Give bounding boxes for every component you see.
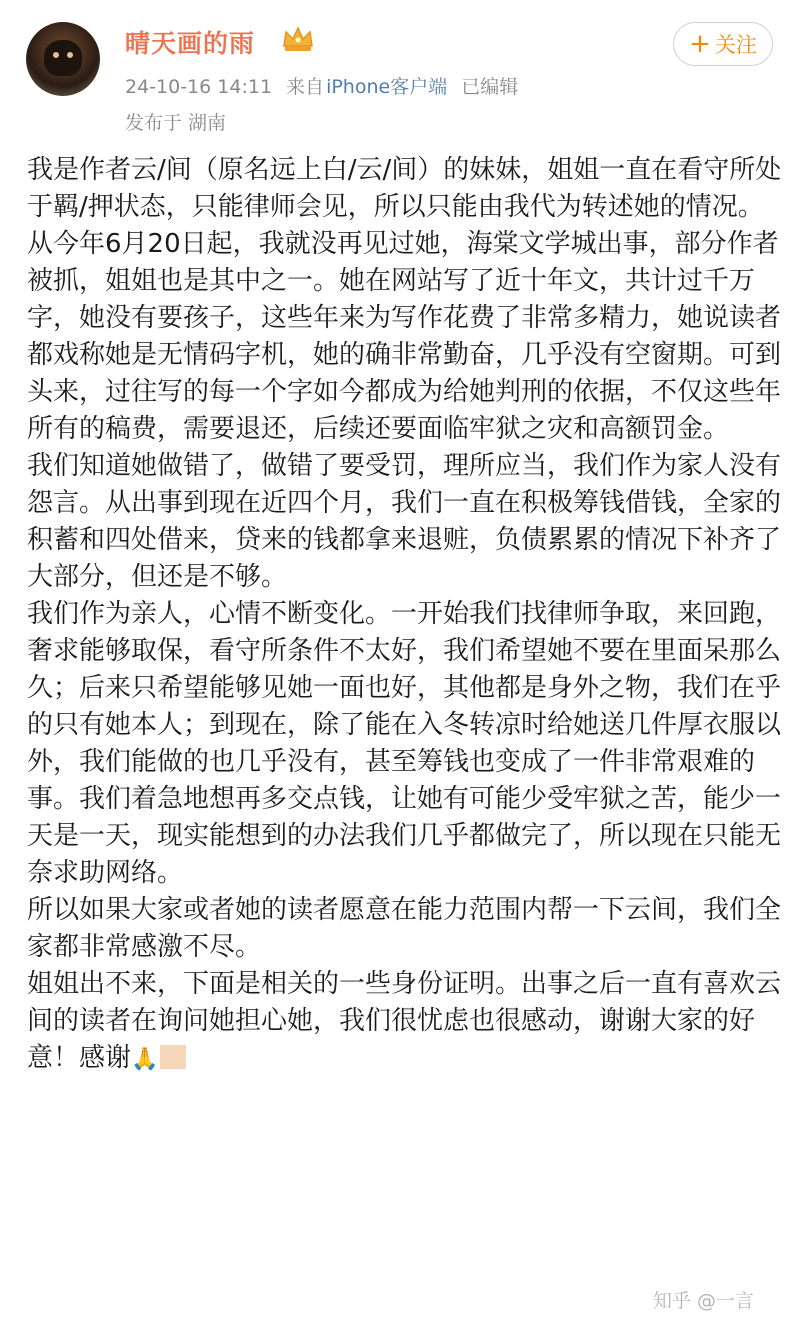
emoji-placeholder-icon [160, 1045, 186, 1069]
crown-badge-icon [280, 24, 316, 54]
plus-icon: + [689, 29, 711, 59]
paragraph-last [27, 966, 787, 1078]
source-prefix: 来自 [286, 76, 325, 98]
post-body [27, 152, 787, 1078]
paragraph: 所以如果大家或者她的读者愿意在能力范围内帮一下云间，我们全家都非常感激不尽。 [27, 895, 782, 962]
user-avatar[interactable] [26, 22, 100, 96]
paragraph: 我们作为亲人，心情不断变化。一开始我们找律师争取，来回跑，奢求能够取保，看守所条件不太好，我们希望她不要在里面呆那么久；后来只希望能够见她一面也好，其他都是身外之物，我们在乎的只有她本人；到现在，除了能在入冬转凉时给她送几件厚衣服以外，我们能做的也几乎没有，甚至筹钱也变成了一件非常艰难的事。我们着急地想再多交点钱，让她有可能少受牢狱之苦，能少一天是一天，现实能想到的办法我们几乎都做完了，所以现在只能无奈求助网络。 [27, 599, 782, 888]
paragraph: 我是作者云/间（原名远上白/云/间）的妹妹，姐姐一直在看守所处于羁/押状态，只能律师会见，所以只能由我代为转述她的情况。 [27, 155, 782, 222]
follow-button[interactable] [673, 22, 773, 66]
follow-label: 关注 [714, 33, 757, 57]
post-location: 发布于 湖南 [125, 112, 227, 134]
username[interactable]: 晴天画的雨 [125, 29, 256, 58]
praying-hands-icon: 🙏 [131, 1047, 159, 1072]
source-link[interactable]: iPhone客户端 [326, 76, 448, 98]
paragraph: 从今年6月20日起，我就没再见过她，海棠文学城出事，部分作者被抓，姐姐也是其中之一。她在网站写了近十年文，共计过千万字，她没有要孩子，这些年来为写作花费了非常多精力，她说读者都戏称她是无情码字机，她的确非常勤奋，几乎没有空窗期。可到头来，过往写的每一个字如今都成为给她判刑的依据，不仅这些年所有的稿费，需要退还，后续还要面临牢狱之灾和高额罚金。 [27, 229, 782, 444]
post-timestamp: 24-10-16 14:11 [125, 76, 273, 98]
zhihu-watermark: 知乎 @一言 [653, 1290, 755, 1312]
paragraph-last-text: 姐姐出不来，下面是相关的一些身份证明。出事之后一直有喜欢云间的读者在询问她担心她，我们很忧虑也很感动，谢谢大家的好意！感谢 [27, 969, 782, 1073]
edited-label[interactable]: 已编辑 [461, 76, 519, 98]
paragraph: 我们知道她做错了，做错了要受罚，理所应当，我们作为家人没有怨言。从出事到现在近四个月，我们一直在积极筹钱借钱，全家的积蓄和四处借来，贷来的钱都拿来退赃，负债累累的情况下补齐了大部分，但还是不够。 [27, 451, 782, 592]
post-meta [125, 72, 532, 99]
